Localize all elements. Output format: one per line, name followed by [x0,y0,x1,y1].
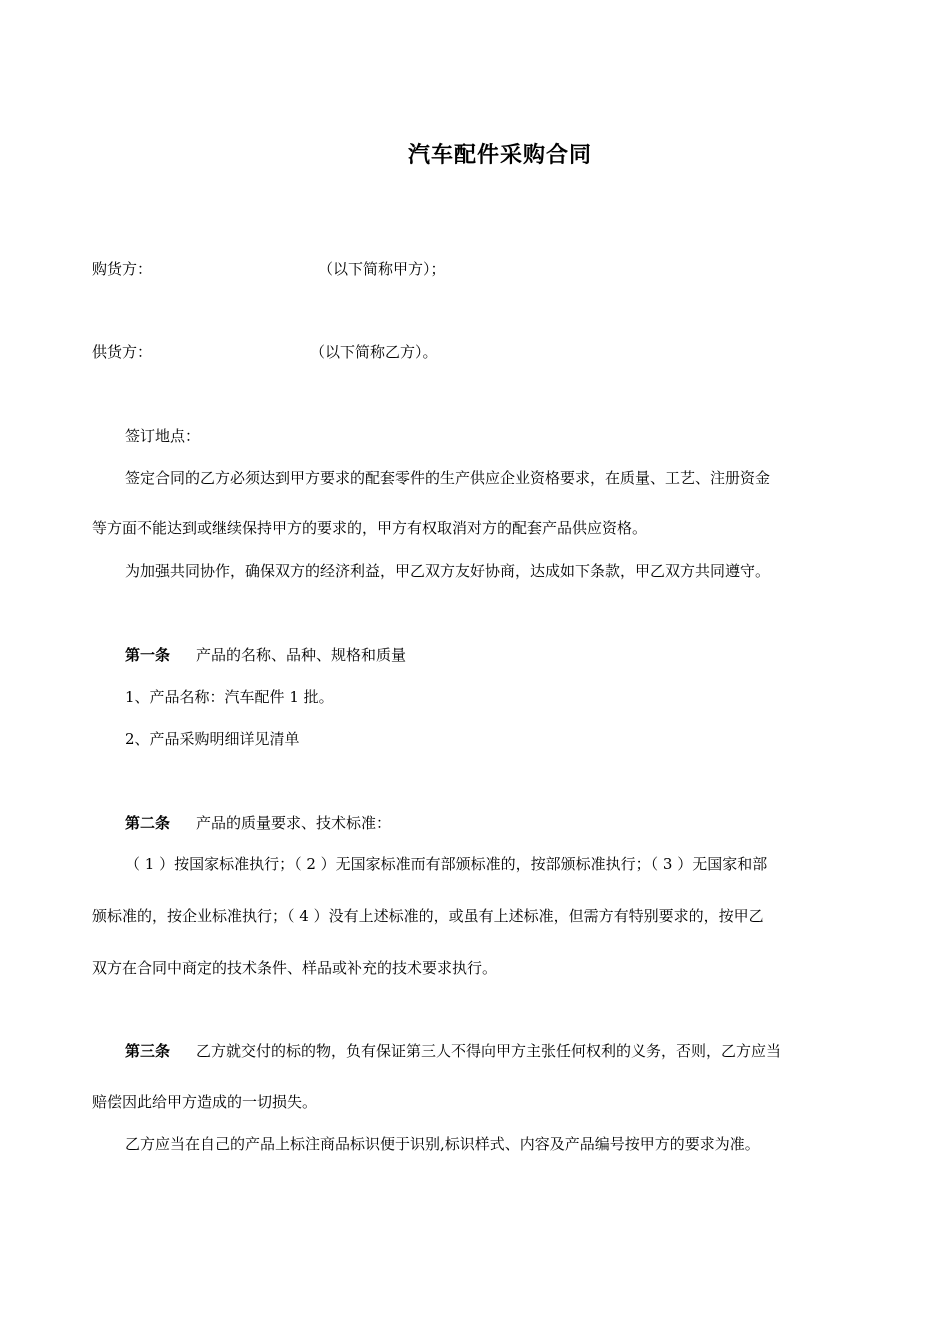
supplier-note: （以下简称乙方）。 [310,343,438,361]
article-3-label: 第三条 [125,1042,171,1060]
supplier-line [92,341,152,363]
article-3-line-1 [125,1040,781,1062]
intro-paragraph-2: 为加强共同协作，确保双方的经济利益，甲乙双方友好协商，达成如下条款，甲乙双方共同遵守。 [125,562,771,580]
article-1-item-2: 2、产品采购明细详见清单 [125,730,300,748]
article-3-line-2: 赔偿因此给甲方造成的一切损失。 [92,1093,318,1111]
article-3-line-3: 乙方应当在自己的产品上标注商品标识便于识别,标识样式、内容及产品编号按甲方的要求为准。 [125,1135,760,1153]
buyer-label: 购货方： [92,260,153,278]
article-1-item-1: 1、产品名称：汽车配件 1 批。 [125,688,334,706]
buyer-line [92,258,152,280]
article-2-heading [125,812,391,834]
intro-paragraph-1-line-2: 等方面不能达到或继续保持甲方的要求的，甲方有权取消对方的配套产品供应资格。 [92,519,648,537]
article-1-label: 第一条 [125,646,171,664]
supplier-label: 供货方： [92,343,153,361]
article-1-title: 产品的名称、品种、规格和质量 [196,646,407,664]
intro-paragraph-1-line-1: 签定合同的乙方必须达到甲方要求的配套零件的生产供应企业资格要求，在质量、工艺、注册资金 [125,469,771,487]
article-3-text: 乙方就交付的标的物，负有保证第三人不得向甲方主张任何权利的义务，否则，乙方应当 [196,1042,782,1060]
article-1-heading [125,644,406,666]
article-2-label: 第二条 [125,814,171,832]
article-2-line-3: 双方在合同中商定的技术条件、样品或补充的技术要求执行。 [92,959,498,977]
page-title: 汽车配件采购合同 [407,143,592,168]
article-2-line-1: （ 1 ）按国家标准执行；（ 2 ）无国家标准而有部颁标准的，按部颁标准执行；（ 3 ）无国家和部 [125,855,768,873]
article-2-title: 产品的质量要求、技术标准： [196,814,392,832]
article-2-line-2: 颁标准的，按企业标准执行；（ 4 ）没有上述标准的，或虽有上述标准，但需方有特别要求的，按甲乙 [92,907,764,925]
buyer-note: （以下简称甲方）； [318,260,446,278]
signing-place: 签订地点： [125,427,201,445]
